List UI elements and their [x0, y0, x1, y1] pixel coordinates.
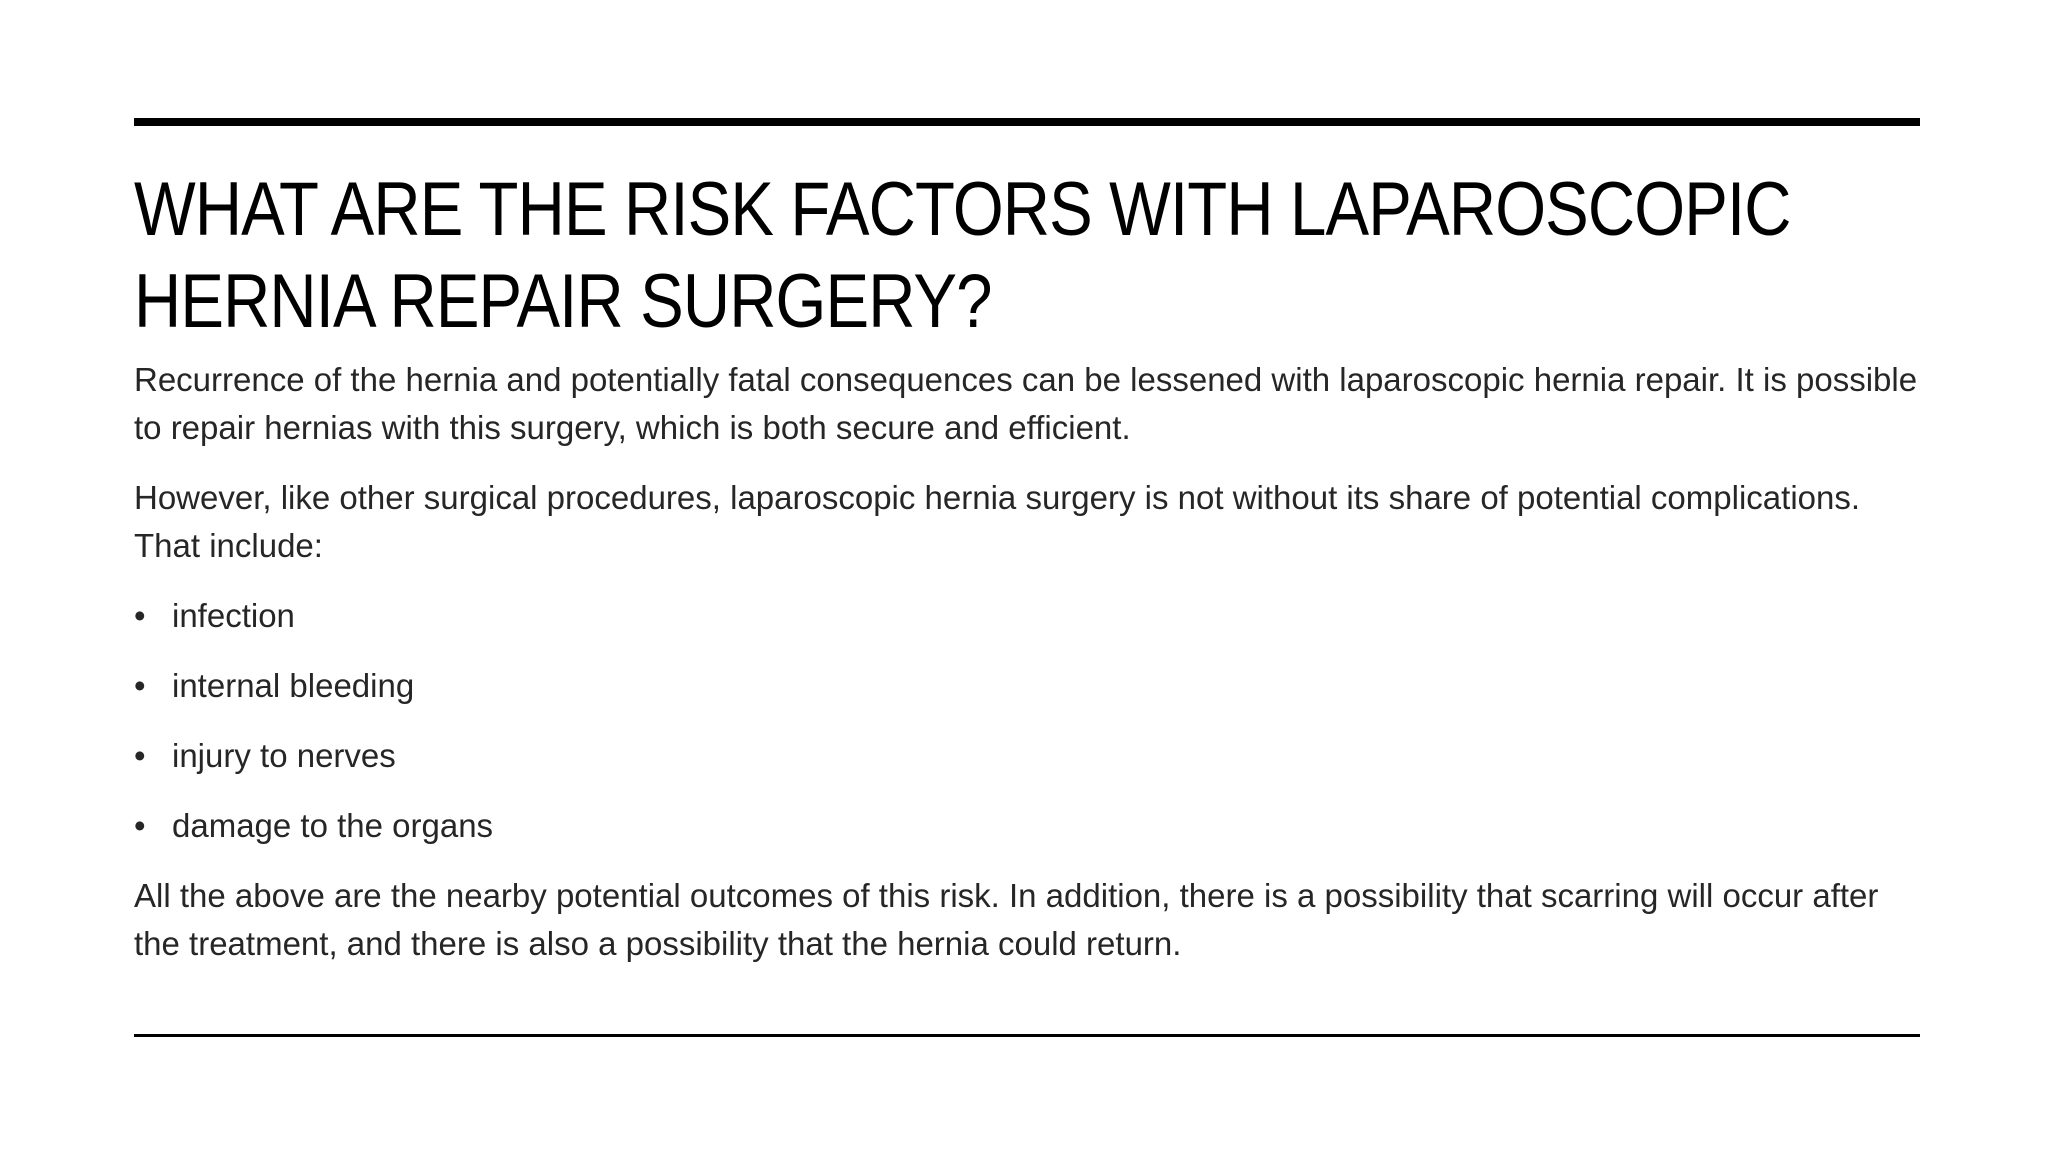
bullet-icon: •: [134, 737, 146, 774]
list-item-text: infection: [172, 597, 295, 634]
list-item: [134, 662, 1920, 710]
bottom-divider: [134, 1034, 1920, 1037]
list-item: [134, 592, 1920, 640]
bullet-icon: •: [134, 597, 146, 634]
bullet-icon: •: [134, 807, 146, 844]
conclusion-paragraph: All the above are the nearby potential outcomes of this risk. In addition, there is a possibility that scarring will occur after the treatment, and there is also a possibility that the hernia could return.: [134, 877, 1879, 962]
list-item-text: damage to the organs: [172, 807, 494, 844]
slide-title: WHAT ARE THE RISK FACTORS WITH LAPAROSCOPIC HERNIA REPAIR SURGERY?: [134, 167, 1791, 344]
complications-list: [134, 592, 1920, 850]
list-item-text: internal bleeding: [172, 667, 415, 704]
slide-body: [134, 356, 1920, 990]
list-item-text: injury to nerves: [172, 737, 396, 774]
intro-paragraph: Recurrence of the hernia and potentially fatal consequences can be lessened with laparoscopic hernia repair. It is possible to repair hernias with this surgery, which is both secure and efficient.: [134, 361, 1918, 446]
list-item: [134, 802, 1920, 850]
list-item: [134, 732, 1920, 780]
complications-paragraph: However, like other surgical procedures, laparoscopic hernia surgery is not without its share of potential complications. That include:: [134, 479, 1861, 564]
top-divider: [134, 118, 1920, 126]
bullet-icon: •: [134, 667, 146, 704]
